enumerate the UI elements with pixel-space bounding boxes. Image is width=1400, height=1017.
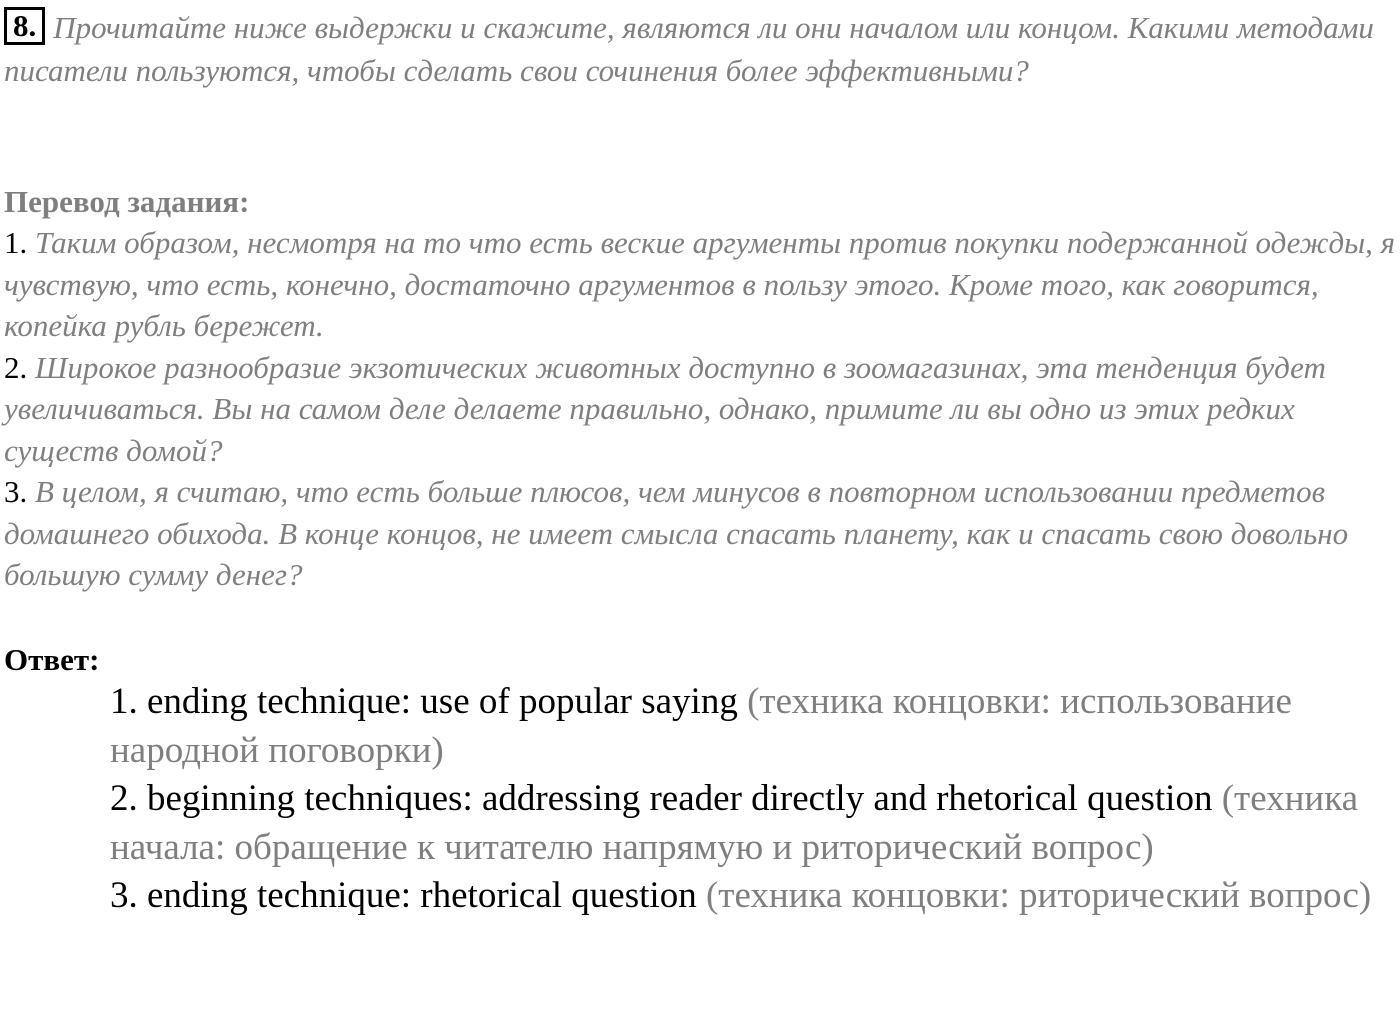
answer-item-russian: (техника концовки: использование народной поговорки) xyxy=(110,681,1292,771)
translation-item xyxy=(4,222,1396,347)
translation-list xyxy=(4,222,1396,596)
translation-item xyxy=(4,347,1396,472)
answer-item xyxy=(110,775,1400,872)
translation-item xyxy=(4,471,1396,596)
answer-heading: Ответ: xyxy=(4,642,100,677)
answer-item xyxy=(110,678,1400,775)
task-text: Прочитайте ниже выдержки и скажите, являются ли они началом или концом. Какими методами писатели пользуются, чтобы сделать свои сочинения более эффективными? xyxy=(4,10,1374,88)
answer-item-russian: (техника начала: обращение к читателю напрямую и риторический вопрос) xyxy=(110,778,1359,868)
translation-item-number: 3. xyxy=(4,474,28,509)
task-number-badge: 8. xyxy=(4,7,45,45)
answer-item-english: 2. beginning techniques: addressing reader directly and rhetorical question xyxy=(110,778,1213,819)
answer-item xyxy=(110,872,1400,921)
answer-item-russian: (техника концовки: риторический вопрос) xyxy=(705,875,1372,916)
answer-list xyxy=(110,678,1400,921)
translation-item-text: Широкое разнообразие экзотических животных доступно в зоомагазинах, эта тенденция будет увеличиваться. Вы на самом деле делаете правильно, однако, примите ли вы одно из этих редких существ домой? xyxy=(4,349,1326,468)
translation-item-number: 1. xyxy=(4,225,28,260)
translation-item-number: 2. xyxy=(4,349,28,385)
task-statement xyxy=(4,6,1396,92)
answer-item-english: 3. ending technique: rhetorical question xyxy=(110,875,697,916)
answer-item-english: 1. ending technique: use of popular saying xyxy=(110,681,738,722)
translation-item-text: В целом, я считаю, что есть больше плюсов, чем минусов в повторном использовании предметов домашнего обихода. В конце концов, не имеет смысла спасать планету, как и спасать свою довольно большую сумму денег? xyxy=(4,474,1349,592)
translation-item-text: Таким образом, несмотря на то что есть веские аргументы против покупки подержанной одежды, я чувствую, что есть, конечно, достаточно аргументов в пользу этого. Кроме того, как говорится, копейка рубль бережет. xyxy=(4,225,1396,343)
translation-heading: Перевод задания: xyxy=(4,184,250,219)
